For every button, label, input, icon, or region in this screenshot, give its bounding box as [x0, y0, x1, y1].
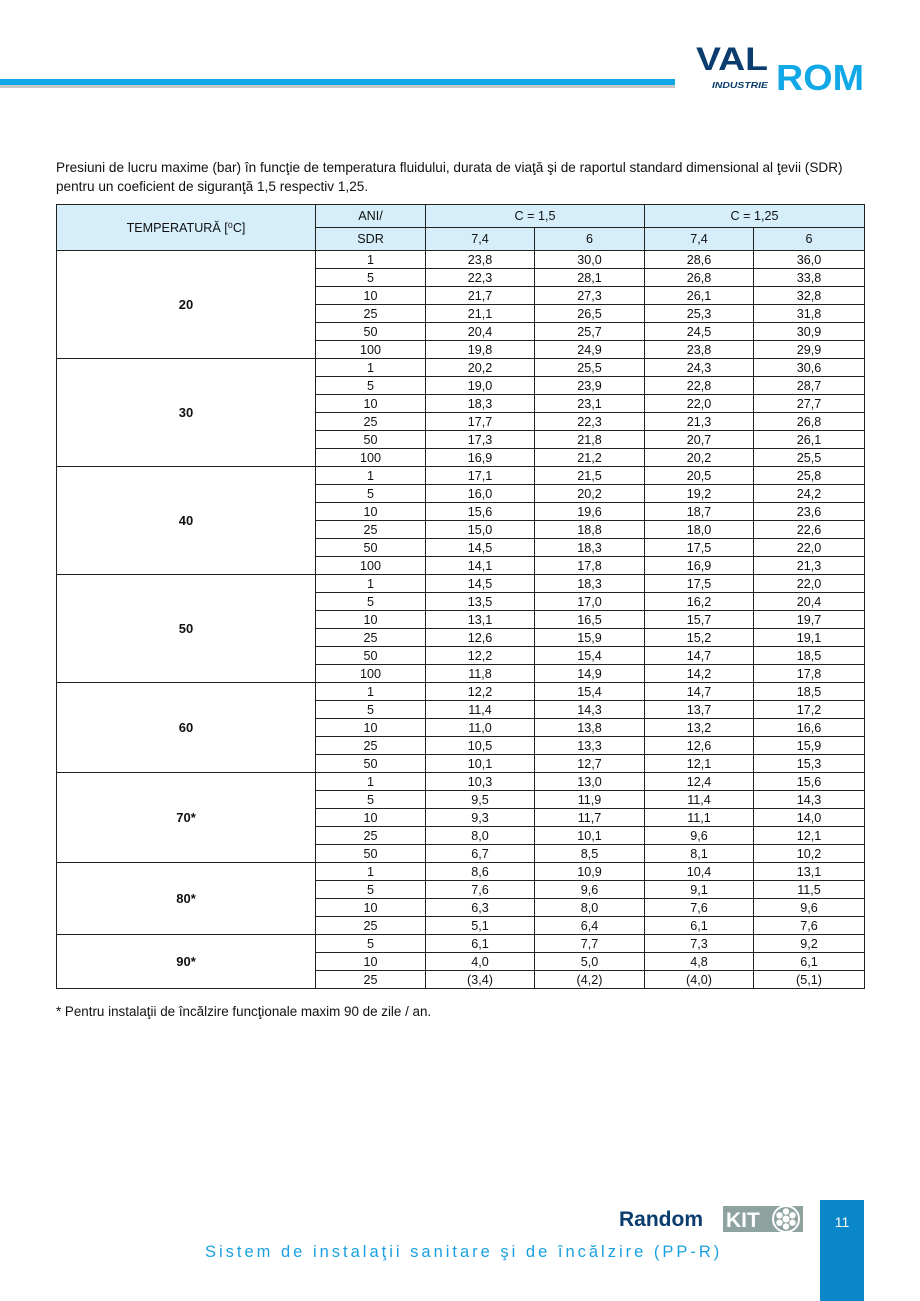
years-cell: 50 [316, 323, 426, 341]
footer-subtitle: Sistem de instalaţii sanitare şi de încălzire (PP-R) [205, 1243, 723, 1261]
pressure-cell: 16,0 [426, 485, 535, 503]
table-body [57, 251, 865, 989]
pressure-cell: 24,9 [535, 341, 645, 359]
temperature-cell: 50 [57, 575, 316, 683]
pressure-cell: 22,8 [645, 377, 754, 395]
pressure-cell: 10,1 [426, 755, 535, 773]
pressure-cell: 28,6 [645, 251, 754, 269]
temperature-cell: 70* [57, 773, 316, 863]
temperature-cell: 20 [57, 251, 316, 359]
pressure-cell: 24,2 [754, 485, 865, 503]
pressure-table [56, 204, 865, 989]
pressure-cell: 22,0 [754, 575, 865, 593]
pressure-cell: 25,3 [645, 305, 754, 323]
years-cell: 10 [316, 287, 426, 305]
pressure-cell: 18,8 [535, 521, 645, 539]
pressure-cell: 13,8 [535, 719, 645, 737]
years-cell: 25 [316, 971, 426, 989]
temperature-cell: 60 [57, 683, 316, 773]
pressure-cell: 16,6 [754, 719, 865, 737]
random-kit-logo [619, 1200, 809, 1236]
years-cell: 10 [316, 719, 426, 737]
pressure-cell: 17,0 [535, 593, 645, 611]
pressure-cell: 25,7 [535, 323, 645, 341]
pressure-cell: 16,9 [645, 557, 754, 575]
header-sdr-value: 7,4 [645, 228, 754, 251]
pressure-cell: 23,1 [535, 395, 645, 413]
pressure-cell: 7,7 [535, 935, 645, 953]
years-cell: 1 [316, 773, 426, 791]
pressure-cell: 32,8 [754, 287, 865, 305]
pressure-cell: 24,3 [645, 359, 754, 377]
pressure-cell: 11,5 [754, 881, 865, 899]
pressure-cell: 6,1 [754, 953, 865, 971]
pressure-cell: 28,7 [754, 377, 865, 395]
pressure-cell: 13,1 [426, 611, 535, 629]
pressure-cell: 20,4 [426, 323, 535, 341]
pressure-cell: 15,6 [754, 773, 865, 791]
years-cell: 25 [316, 629, 426, 647]
pressure-cell: 13,5 [426, 593, 535, 611]
pressure-cell: 27,3 [535, 287, 645, 305]
pressure-cell: 15,9 [754, 737, 865, 755]
pressure-cell: 8,1 [645, 845, 754, 863]
pressure-cell: 14,9 [535, 665, 645, 683]
svg-text:KIT: KIT [726, 1209, 760, 1232]
pressure-cell: 18,3 [426, 395, 535, 413]
pressure-cell: 14,3 [754, 791, 865, 809]
pressure-cell: 15,0 [426, 521, 535, 539]
years-cell: 100 [316, 449, 426, 467]
pressure-cell: 12,1 [645, 755, 754, 773]
pressure-cell: (4,2) [535, 971, 645, 989]
pressure-cell: 26,1 [754, 431, 865, 449]
years-cell: 1 [316, 467, 426, 485]
pressure-cell: 15,7 [645, 611, 754, 629]
table-row [57, 575, 865, 593]
pressure-cell: 27,7 [754, 395, 865, 413]
pressure-cell: 9,3 [426, 809, 535, 827]
pressure-cell: 15,2 [645, 629, 754, 647]
pressure-cell: 18,7 [645, 503, 754, 521]
pressure-cell: 9,2 [754, 935, 865, 953]
header-temperature: TEMPERATURĂ [⁰C] [57, 205, 316, 251]
pressure-cell: 36,0 [754, 251, 865, 269]
years-cell: 25 [316, 737, 426, 755]
pressure-cell: 9,6 [754, 899, 865, 917]
pressure-cell: 10,2 [754, 845, 865, 863]
pressure-cell: 30,0 [535, 251, 645, 269]
pressure-cell: 11,8 [426, 665, 535, 683]
pressure-cell: 16,9 [426, 449, 535, 467]
years-cell: 50 [316, 755, 426, 773]
pressure-cell: 15,9 [535, 629, 645, 647]
pressure-cell: 11,4 [426, 701, 535, 719]
pressure-cell: 23,8 [645, 341, 754, 359]
years-cell: 5 [316, 935, 426, 953]
header-c15: C = 1,5 [426, 205, 645, 228]
pressure-cell: 7,6 [754, 917, 865, 935]
pressure-cell: 10,4 [645, 863, 754, 881]
pressure-cell: 12,4 [645, 773, 754, 791]
pressure-cell: 15,6 [426, 503, 535, 521]
pressure-cell: 17,8 [754, 665, 865, 683]
pressure-cell: 13,7 [645, 701, 754, 719]
years-cell: 1 [316, 359, 426, 377]
years-cell: 10 [316, 899, 426, 917]
svg-text:INDUSTRIE: INDUSTRIE [712, 81, 769, 90]
years-cell: 1 [316, 683, 426, 701]
pressure-cell: 8,0 [535, 899, 645, 917]
pressure-cell: 14,1 [426, 557, 535, 575]
pressure-cell: 18,0 [645, 521, 754, 539]
years-cell: 25 [316, 827, 426, 845]
pressure-cell: 7,6 [645, 899, 754, 917]
years-cell: 10 [316, 953, 426, 971]
pressure-cell: 17,5 [645, 539, 754, 557]
pressure-cell: 14,2 [645, 665, 754, 683]
years-cell: 100 [316, 341, 426, 359]
years-cell: 25 [316, 917, 426, 935]
pressure-cell: 19,7 [754, 611, 865, 629]
temperature-cell: 80* [57, 863, 316, 935]
pressure-cell: 12,6 [645, 737, 754, 755]
header-sdr: SDR [316, 228, 426, 251]
pressure-cell: (5,1) [754, 971, 865, 989]
pressure-cell: 6,1 [645, 917, 754, 935]
pressure-cell: (4,0) [645, 971, 754, 989]
table-row [57, 359, 865, 377]
pressure-cell: 14,5 [426, 539, 535, 557]
pressure-cell: 19,1 [754, 629, 865, 647]
pressure-cell: 12,7 [535, 755, 645, 773]
pressure-cell: 8,5 [535, 845, 645, 863]
header-sdr-value: 6 [535, 228, 645, 251]
pressure-cell: 20,5 [645, 467, 754, 485]
pressure-cell: 11,7 [535, 809, 645, 827]
temperature-cell: 40 [57, 467, 316, 575]
pressure-cell: 14,7 [645, 683, 754, 701]
years-cell: 1 [316, 863, 426, 881]
pressure-cell: 25,5 [754, 449, 865, 467]
years-cell: 5 [316, 593, 426, 611]
pressure-cell: 18,5 [754, 683, 865, 701]
years-cell: 10 [316, 503, 426, 521]
pressure-cell: 23,8 [426, 251, 535, 269]
pressure-cell: 6,1 [426, 935, 535, 953]
content [56, 158, 864, 1020]
pressure-cell: 20,4 [754, 593, 865, 611]
pressure-cell: 11,1 [645, 809, 754, 827]
pressure-cell: 17,7 [426, 413, 535, 431]
pressure-cell: 14,5 [426, 575, 535, 593]
pressure-cell: 4,8 [645, 953, 754, 971]
pressure-cell: 22,3 [535, 413, 645, 431]
years-cell: 5 [316, 269, 426, 287]
years-cell: 1 [316, 251, 426, 269]
pressure-cell: 17,5 [645, 575, 754, 593]
pressure-cell: 16,5 [535, 611, 645, 629]
pressure-cell: 31,8 [754, 305, 865, 323]
temperature-cell: 30 [57, 359, 316, 467]
pressure-cell: 13,0 [535, 773, 645, 791]
pressure-cell: 9,5 [426, 791, 535, 809]
pressure-cell: 6,3 [426, 899, 535, 917]
pressure-cell: 23,9 [535, 377, 645, 395]
years-cell: 25 [316, 413, 426, 431]
temperature-cell: 90* [57, 935, 316, 989]
pressure-cell: 30,9 [754, 323, 865, 341]
pressure-cell: 8,6 [426, 863, 535, 881]
pressure-cell: 9,6 [645, 827, 754, 845]
pressure-cell: 10,9 [535, 863, 645, 881]
pressure-cell: 17,8 [535, 557, 645, 575]
pressure-cell: 13,1 [754, 863, 865, 881]
pressure-cell: 11,0 [426, 719, 535, 737]
pressure-cell: 26,8 [645, 269, 754, 287]
pressure-cell: 21,1 [426, 305, 535, 323]
pressure-cell: 23,6 [754, 503, 865, 521]
pressure-cell: 14,3 [535, 701, 645, 719]
pressure-cell: 10,1 [535, 827, 645, 845]
pressure-cell: 21,3 [754, 557, 865, 575]
pressure-cell: 12,2 [426, 683, 535, 701]
pressure-cell: 25,5 [535, 359, 645, 377]
pressure-cell: 19,6 [535, 503, 645, 521]
pressure-cell: 10,5 [426, 737, 535, 755]
pressure-cell: 20,2 [426, 359, 535, 377]
pressure-cell: 26,8 [754, 413, 865, 431]
pressure-cell: 4,0 [426, 953, 535, 971]
years-cell: 50 [316, 845, 426, 863]
years-cell: 25 [316, 305, 426, 323]
years-cell: 1 [316, 575, 426, 593]
years-cell: 25 [316, 521, 426, 539]
pressure-cell: 22,0 [754, 539, 865, 557]
pressure-cell: 19,2 [645, 485, 754, 503]
pressure-cell: (3,4) [426, 971, 535, 989]
pressure-cell: 22,3 [426, 269, 535, 287]
pressure-cell: 26,1 [645, 287, 754, 305]
years-cell: 50 [316, 647, 426, 665]
header-ani: ANI/ [316, 205, 426, 228]
pressure-cell: 21,7 [426, 287, 535, 305]
table-row [57, 773, 865, 791]
table-row [57, 467, 865, 485]
years-cell: 50 [316, 431, 426, 449]
pressure-cell: 6,4 [535, 917, 645, 935]
years-cell: 5 [316, 485, 426, 503]
svg-text:ROM: ROM [776, 57, 864, 94]
pressure-cell: 15,4 [535, 683, 645, 701]
table-row [57, 251, 865, 269]
pressure-cell: 19,0 [426, 377, 535, 395]
header-rule-shadow [0, 85, 675, 88]
years-cell: 5 [316, 881, 426, 899]
pressure-cell: 30,6 [754, 359, 865, 377]
years-cell: 100 [316, 665, 426, 683]
pressure-cell: 21,3 [645, 413, 754, 431]
pressure-cell: 14,7 [645, 647, 754, 665]
intro-text: Presiuni de lucru maxime (bar) în funcţie de temperatura fluidului, durata de viaţă şi de raportul standard dimensional al ţevii (SDR) pentru un coeficient de siguranţă 1,5 respectiv 1,25. [56, 160, 843, 194]
pressure-cell: 16,2 [645, 593, 754, 611]
pressure-cell: 15,3 [754, 755, 865, 773]
page-number: 11 [834, 1214, 850, 1230]
header-c125: C = 1,25 [645, 205, 865, 228]
years-cell: 5 [316, 377, 426, 395]
header-sdr-value: 6 [754, 228, 865, 251]
pressure-cell: 22,0 [645, 395, 754, 413]
pressure-cell: 9,1 [645, 881, 754, 899]
pressure-cell: 10,3 [426, 773, 535, 791]
pressure-cell: 12,6 [426, 629, 535, 647]
pressure-cell: 17,3 [426, 431, 535, 449]
svg-text:VAL: VAL [696, 41, 768, 77]
valrom-logo [696, 40, 866, 94]
pressure-cell: 5,1 [426, 917, 535, 935]
svg-text:Random: Random [619, 1208, 703, 1231]
page-number-box [820, 1200, 864, 1301]
pressure-cell: 7,3 [645, 935, 754, 953]
pressure-cell: 12,1 [754, 827, 865, 845]
years-cell: 5 [316, 791, 426, 809]
pressure-cell: 6,7 [426, 845, 535, 863]
years-cell: 10 [316, 611, 426, 629]
pressure-cell: 18,3 [535, 575, 645, 593]
pressure-cell: 12,2 [426, 647, 535, 665]
pressure-cell: 26,5 [535, 305, 645, 323]
footnote: * Pentru instalaţii de încălzire funcţionale maxim 90 de zile / an. [56, 1004, 432, 1019]
pressure-cell: 11,4 [645, 791, 754, 809]
pressure-cell: 18,5 [754, 647, 865, 665]
pressure-cell: 13,3 [535, 737, 645, 755]
pressure-cell: 25,8 [754, 467, 865, 485]
pressure-cell: 28,1 [535, 269, 645, 287]
pressure-cell: 29,9 [754, 341, 865, 359]
table-row [57, 935, 865, 953]
pressure-cell: 20,2 [535, 485, 645, 503]
pressure-cell: 33,8 [754, 269, 865, 287]
years-cell: 100 [316, 557, 426, 575]
pressure-cell: 13,2 [645, 719, 754, 737]
pressure-cell: 18,3 [535, 539, 645, 557]
pressure-cell: 8,0 [426, 827, 535, 845]
pressure-cell: 7,6 [426, 881, 535, 899]
years-cell: 10 [316, 809, 426, 827]
pressure-cell: 21,5 [535, 467, 645, 485]
years-cell: 10 [316, 395, 426, 413]
pressure-cell: 20,2 [645, 449, 754, 467]
header-sdr-value: 7,4 [426, 228, 535, 251]
table-row [57, 863, 865, 881]
pressure-cell: 24,5 [645, 323, 754, 341]
years-cell: 50 [316, 539, 426, 557]
years-cell: 5 [316, 701, 426, 719]
pressure-cell: 5,0 [535, 953, 645, 971]
pressure-cell: 14,0 [754, 809, 865, 827]
pressure-cell: 22,6 [754, 521, 865, 539]
table-row [57, 683, 865, 701]
pressure-cell: 20,7 [645, 431, 754, 449]
pressure-cell: 21,8 [535, 431, 645, 449]
pressure-cell: 15,4 [535, 647, 645, 665]
pressure-cell: 17,2 [754, 701, 865, 719]
pressure-cell: 19,8 [426, 341, 535, 359]
pressure-cell: 21,2 [535, 449, 645, 467]
pressure-cell: 9,6 [535, 881, 645, 899]
pressure-cell: 17,1 [426, 467, 535, 485]
pressure-cell: 11,9 [535, 791, 645, 809]
